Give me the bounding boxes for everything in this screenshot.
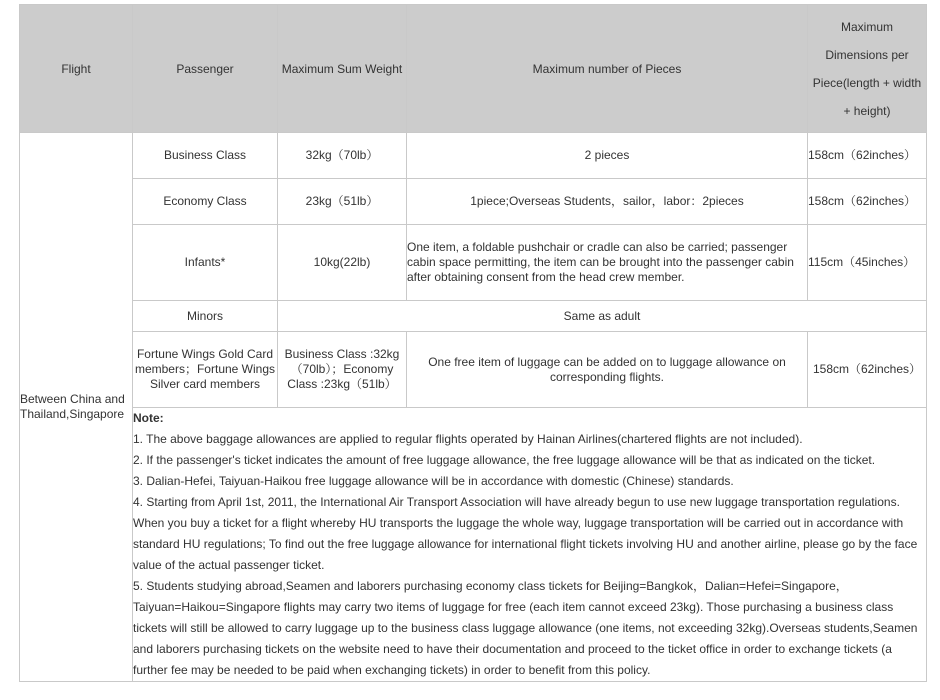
pieces-cell: One free item of luggage can be added on to luggage allowance on corresponding flights.	[407, 332, 808, 408]
same-as-adult-cell: Same as adult	[278, 301, 927, 332]
header-max-dimensions: Maximum Dimensions per Piece(length + width + height)	[808, 5, 927, 133]
pieces-cell: 2 pieces	[407, 133, 808, 179]
header-max-weight: Maximum Sum Weight	[278, 5, 407, 133]
note-item: 1. The above baggage allowances are applied to regular flights operated by Hainan Airlines(chartered flights are not included).	[133, 432, 803, 446]
weight-cell: 10kg(22lb)	[278, 225, 407, 301]
header-passenger: Passenger	[133, 5, 278, 133]
table-row	[20, 133, 927, 179]
pieces-cell: One item, a foldable pushchair or cradle can also be carried; passenger cabin space permitting, the item can be brought into the passenger cabin after obtaining consent from the head crew member.	[407, 225, 808, 301]
table-row	[20, 225, 927, 301]
table-row	[20, 179, 927, 225]
note-item: 3. Dalian-Hefei, Taiyuan-Haikou free luggage allowance will be in accordance with domestic (Chinese) standards.	[133, 474, 734, 488]
notes-row	[20, 408, 927, 682]
dimensions-cell: 158cm（62inches）	[808, 332, 927, 408]
passenger-cell: Business Class	[133, 133, 278, 179]
route-cell: Between China and Thailand,Singapore	[20, 133, 133, 682]
header-max-pieces: Maximum number of Pieces	[407, 5, 808, 133]
passenger-cell: Fortune Wings Gold Card members；Fortune Wings Silver card members	[133, 332, 278, 408]
weight-cell: Business Class :32kg（70lb）；Economy Class :23kg（51lb）	[278, 332, 407, 408]
table-row	[20, 301, 927, 332]
table-row	[20, 332, 927, 408]
header-flight: Flight	[20, 5, 133, 133]
baggage-allowance-table	[19, 4, 927, 682]
dimensions-cell: 158cm（62inches）	[808, 133, 927, 179]
dimensions-cell: 115cm（45inches）	[808, 225, 927, 301]
notes-cell	[133, 408, 927, 682]
note-item: 2. If the passenger's ticket indicates the amount of free luggage allowance, the free luggage allowance will be that as indicated on the ticket.	[133, 453, 876, 467]
note-item: 4. Starting from April 1st, 2011, the International Air Transport Association will have already begun to use new luggage transportation regulations. When you buy a ticket for a flight whereby HU transports the luggage the whole way, luggage transportation will be carried out in accordance with standard HU regulations; To find out the free luggage allowance for international flight tickets involving HU and another airline, please go by the face value of the actual passenger ticket.	[133, 495, 918, 572]
passenger-cell: Infants*	[133, 225, 278, 301]
weight-cell: 32kg（70lb）	[278, 133, 407, 179]
header-row	[20, 5, 927, 133]
pieces-cell: 1piece;Overseas Students，sailor，labor：2pieces	[407, 179, 808, 225]
passenger-cell: Economy Class	[133, 179, 278, 225]
note-item: 5. Students studying abroad,Seamen and laborers purchasing economy class tickets for Beijing=Bangkok，Dalian=Hefei=Singapore，Taiyuan=Haikou=Singapore flights may carry two items of luggage for free (each item cannot exceed 23kg). Those purchasing a business class tickets will still be allowed to carry luggage up to the business class luggage allowance (one items, not exceeding 32kg).Overseas students,Seamen and laborers purchasing tickets on the website need to have their documentation and proceed to the ticket office in order to exchange tickets (a further fee may be needed to be paid when exchanging tickets) in order to benefit from this policy.	[133, 579, 918, 677]
notes-title: Note:	[133, 411, 164, 425]
weight-cell: 23kg（51lb）	[278, 179, 407, 225]
dimensions-cell: 158cm（62inches）	[808, 179, 927, 225]
passenger-cell: Minors	[133, 301, 278, 332]
